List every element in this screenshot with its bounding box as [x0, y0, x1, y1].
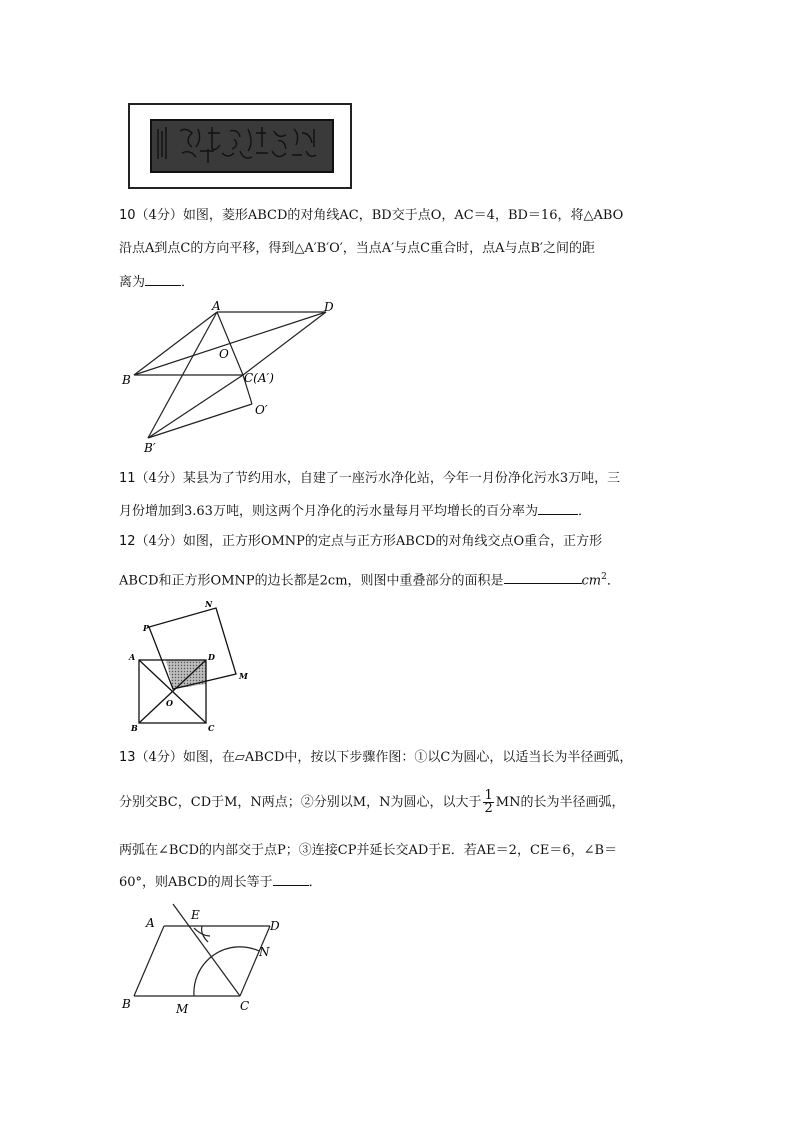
label-D: D: [208, 652, 215, 662]
q11-text-line2: 月份增加到3.63万吨，则这两个月净化的污水量每月平均增长的百分率为 ．: [119, 504, 591, 519]
label-O: O: [219, 347, 229, 361]
answer-blank-q11[interactable]: [538, 502, 578, 515]
q13-figure-parallelogram: [118, 900, 288, 1018]
label-E: E: [191, 908, 200, 922]
label-A: A: [129, 652, 136, 662]
label-B: B: [122, 373, 131, 387]
q12-text: 12（4分）如图，正方形OMNP的定点与正方形ABCD的对角线交点O重合，正方形: [119, 534, 603, 549]
label-A: A: [212, 299, 221, 313]
q12-figure-squares: [126, 598, 250, 738]
label-D: D: [270, 919, 280, 933]
label-O: O: [166, 698, 173, 708]
label-C-A-prime: C(A′): [244, 371, 274, 385]
stamp-frame: [128, 103, 352, 189]
q12-text-line2: ABCD和正方形OMNP的边长都是2cm，则图中重叠部分的面积是 $cm^2$．: [119, 572, 620, 589]
answer-blank-q13[interactable]: [273, 873, 309, 886]
q13-text-line3: 两弧在∠BCD的内部交于点P；③连接CP并延长交AD于E．若AE＝2，CE＝6，∠B＝: [119, 843, 618, 858]
label-D: D: [324, 300, 334, 314]
label-B: B: [122, 997, 131, 1011]
q13-text-line4: 60°，则ABCD的周长等于 ．: [119, 875, 322, 890]
label-N: N: [259, 945, 270, 959]
label-C: C: [240, 999, 250, 1013]
answer-blank-q10[interactable]: [145, 273, 181, 286]
q13-text-line2: 分别交BC，CD于M，N两点；②分别以M，N为圆心，以大于 $\frac{1}{2}$ MN的长为半径画弧，: [119, 788, 625, 816]
q10-text: 10（4分）如图，菱形ABCD的对角线AC，BD交于点O，AC＝4，BD＝16，将△ABO: [119, 208, 624, 223]
q11-text: 11（4分）某县为了节约用水，自建了一座污水净化站，今年一月份净化污水3万吨，三: [119, 471, 621, 486]
label-O-prime: O′: [255, 403, 268, 417]
q10-figure-rhombus: [118, 296, 348, 458]
label-M: M: [176, 1002, 189, 1016]
label-B-prime: B′: [144, 441, 156, 455]
answer-blank-q12[interactable]: [504, 571, 582, 584]
q13-text: 13（4分）如图，在▱ABCD中，按以下步骤作图：①以C为圆心，以适当长为半径画弧，: [119, 750, 633, 765]
fraction-one-half: $\frac{1}{2}$: [484, 788, 493, 816]
label-P: P: [143, 623, 150, 633]
handwritten-stamp-image: [150, 119, 334, 173]
label-N: N: [205, 599, 213, 609]
handwriting-scribble-icon: [152, 121, 332, 171]
label-B: B: [131, 723, 138, 733]
label-A: A: [146, 916, 155, 930]
label-M: M: [239, 671, 248, 681]
q10-text-line2: 沿点A到点C的方向平移，得到△A′B′O′，当点A′与点C重合时，点A与点B′之间的距: [119, 241, 595, 256]
label-C: C: [208, 723, 215, 733]
q10-text-line3: 离为 ．: [119, 275, 195, 290]
